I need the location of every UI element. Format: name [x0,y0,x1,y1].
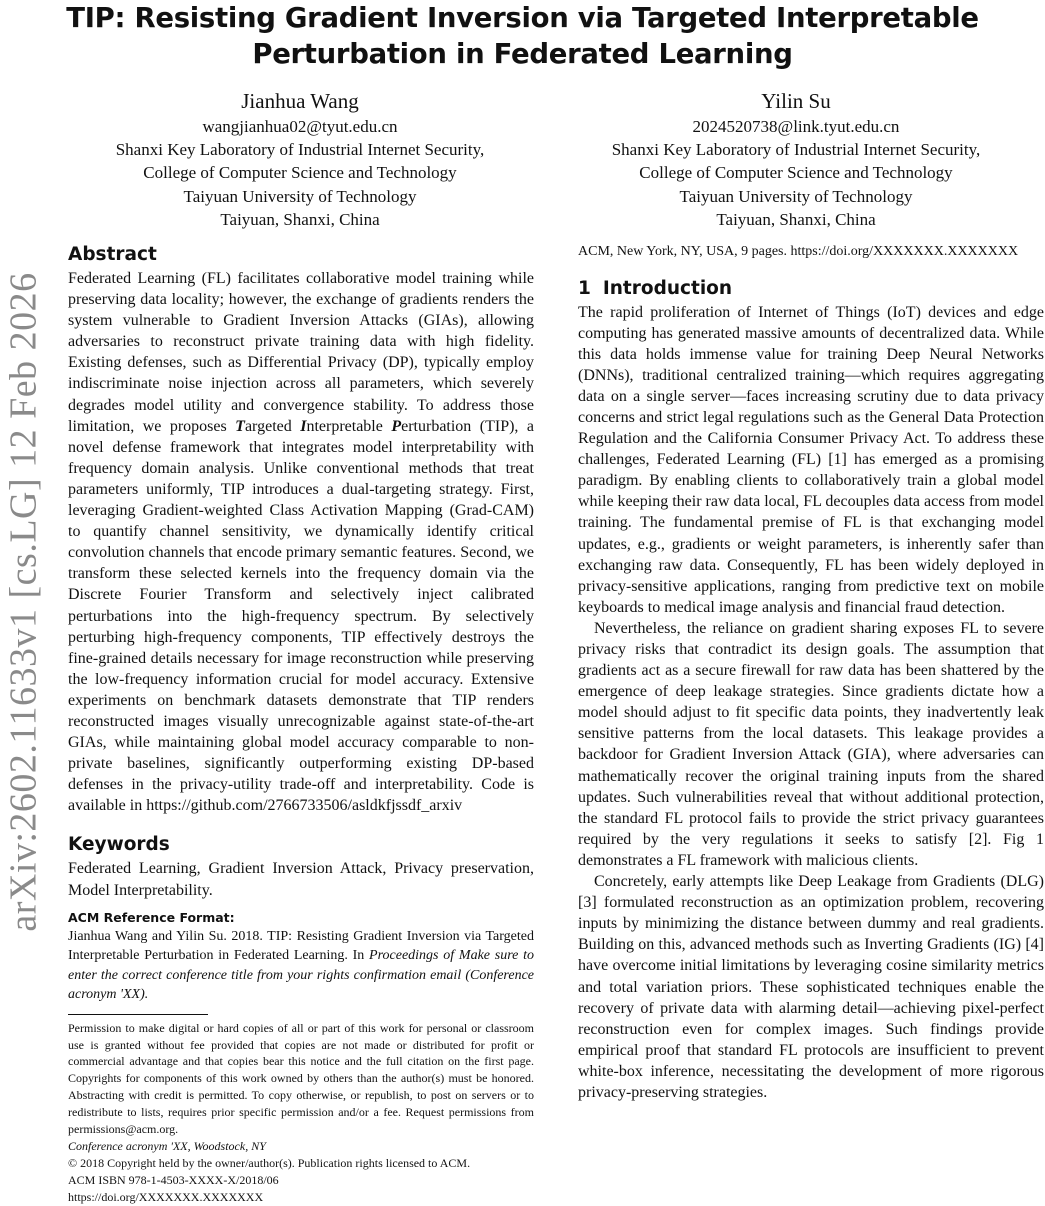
doi-line: https://doi.org/XXXXXXX.XXXXXXX [68,1189,264,1204]
author-affiliation-line: Shanxi Key Laboratory of Industrial Internet Security, [115,140,485,160]
introduction-paragraph-1: The rapid proliferation of Internet of Things (IoT) devices and edge computing has generated massive amounts of decentralized data. While this data holds immense value for training Deep Neural Networks (DNNs), traditional centralized training—which requires aggregating data on a single server—faces increasing scrutiny due to data privacy concerns and strict legal regulations such as the General Data Protection Regulation and the California Consumer Privacy Act. To address these challenges, Federated Learning (FL) [1] has emerged as a promising paradigm. By enabling clients to collaboratively train a global model while keeping their raw data local, FL decouples data access from model training. The fundamental premise of FL is that exchanging model updates, e.g., gradients or weight parameters, is inherently safer than exchanging raw data. Consequently, FL has been widely deployed in privacy-sensitive applications, ranging from predictive text on mobile keyboards to medical image analysis and financial fraud detection. [578,303,1044,616]
left-column [68,242,534,1206]
paper-title-line-2: Perturbation in Federated Learning [252,38,793,70]
author-affiliation-line: College of Computer Science and Technology [639,163,953,183]
author-block-1 [60,88,540,231]
author-email: 2024520738@link.tyut.edu.cn [692,117,900,136]
keywords-heading: Keywords [68,834,170,856]
author-name: Yilin Su [761,89,831,113]
arxiv-identifier [4,262,44,942]
right-column [578,242,1044,1103]
author-block-2 [556,88,1036,231]
author-affiliation-line: Taiyuan, Shanxi, China [716,209,876,229]
author-affiliation-line: Taiyuan, Shanxi, China [220,209,380,229]
paper-title-line-1: TIP: Resisting Gradient Inversion via Targeted Interpretable [66,2,979,34]
abstract-heading: Abstract [68,244,157,265]
footnote-divider [68,1014,208,1015]
acm-reference-text: Jianhua Wang and Yilin Su. 2018. TIP: Resisting Gradient Inversion via Targeted Interpretable Perturbation in Federated Learning. In Proceedings of Make sure to enter the correct conference title from your rights confirmation email (Conference acronym 'XX). [68,928,534,1003]
author-affiliation-line: Taiyuan University of Technology [183,186,417,206]
isbn-line: ACM ISBN 978-1-4503-XXXX-X/2018/06 [68,1172,279,1187]
keywords-text: Federated Learning, Gradient Inversion Attack, Privacy preservation, Model Interpretability. [68,860,534,899]
copyright-line: © 2018 Copyright held by the owner/author(s). Publication rights licensed to ACM. [68,1155,471,1170]
author-affiliation-line: Taiyuan University of Technology [679,186,913,206]
author-name: Jianhua Wang [241,89,359,113]
permission-notice: Permission to make digital or hard copies of all or part of this work for personal or classroom use is granted without fee provided that copies are not made or distributed for profit or commercial advantage and that copies bear this notice and the full citation on the first page. Copyrights for components of this work owned by others than the author(s) must be honored. Abstracting with credit is permitted. To copy otherwise, or republish, to post on servers or to redistribute to lists, requires prior specific permission and/or a fee. Request permissions from permissions@acm.org. [68,1020,534,1137]
acm-reference-heading: ACM Reference Format: [68,909,235,925]
conference-line: Conference acronym 'XX, Woodstock, NY [68,1138,266,1153]
author-affiliation-line: Shanxi Key Laboratory of Industrial Internet Security, [611,140,981,160]
abstract-text: Federated Learning (FL) facilitates collaborative model training while preserving data locality; however, the exchange of gradients renders the system vulnerable to Gradient Inversion Attacks (GIAs), allowing adversaries to reconstruct private training data with high fidelity. Existing defenses, such as Differential Privacy (DP), typically employ indiscriminate noise injection across all parameters, which severely degrades model utility and convergence stability. To address those limitation, we proposes Targeted Interpretable Perturbation (TIP), a novel defense framework that integrates model interpretability with frequency domain analysis. Unlike conventional methods that treat parameters uniformly, TIP introduces a dual-targeting strategy. First, leveraging Gradient-weighted Class Activation Mapping (Grad-CAM) to quantify channel sensitivity, we dynamically identify critical convolution channels that encode primary semantic features. Second, we transform these selected kernels into the frequency domain via the Discrete Fourier Transform and selectively inject calibrated perturbations into the high-frequency spectrum. By selectively perturbing high-frequency components, TIP effectively destroys the fine-grained details necessary for image reconstruction while preserving the low-frequency information crucial for model accuracy. Extensive experiments on benchmark datasets demonstrate that TIP renders reconstructed images visually unrecognizable against state-of-the-art GIAs, while maintaining global model accuracy comparable to non-private baselines, significantly outperforming existing DP-based defenses in the privacy-utility trade-off and interpretability. Code is available in https://github.com/2766733506/asldkfjssdf_arxiv [68,270,534,815]
paper-title [60,0,985,72]
introduction-paragraph-2: Nevertheless, the reliance on gradient sharing exposes FL to severe privacy risks that contradict its design goals. The assumption that gradients act as a secure firewall for raw data has been shattered by the emergence of deep leakage strategies. Since gradients dictate how a model should adjust to fit specific data points, they inadvertently leak sensitive patterns from the local datasets. This leakage provides a backdoor for Gradient Inversion Attack (GIA), where adversaries can mathematically recover the original training inputs from the shared updates. Such vulnerabilities reveal that without additional protection, the standard FL protocol fails to provide the strict privacy guarantees required by the very regulations it seeks to satisfy [2]. Fig 1 demonstrates a FL framework with malicious clients. [578,619,1044,869]
author-affiliation-line: College of Computer Science and Technology [143,163,457,183]
arxiv-identifier-text: arXiv:2602.11633v1 [cs.LG] 12 Feb 2026 [3,272,46,932]
author-email: wangjianhua02@tyut.edu.cn [202,117,398,136]
acm-reference-continuation: ACM, New York, NY, USA, 9 pages. https://doi.org/XXXXXXX.XXXXXXX [578,244,1019,259]
introduction-heading: 1 Introduction [578,277,733,299]
introduction-paragraph-3: Concretely, early attempts like Deep Leakage from Gradients (DLG) [3] formulated reconstruction as an optimization problem, recovering inputs by minimizing the distance between dummy and real gradients. Building on this, advanced methods such as Inverting Gradients (IG) [4] have overcome initial limitations by leveraging cosine similarity metrics and total variation priors. These sophisticated techniques enable the recovery of private data with alarming detail—achieving pixel-perfect reconstruction even for complex images. Such findings provide empirical proof that standard FL protocols are insufficient to prevent white-box inference, necessitating the development of more rigorous privacy-preserving strategies. [578,873,1044,1101]
